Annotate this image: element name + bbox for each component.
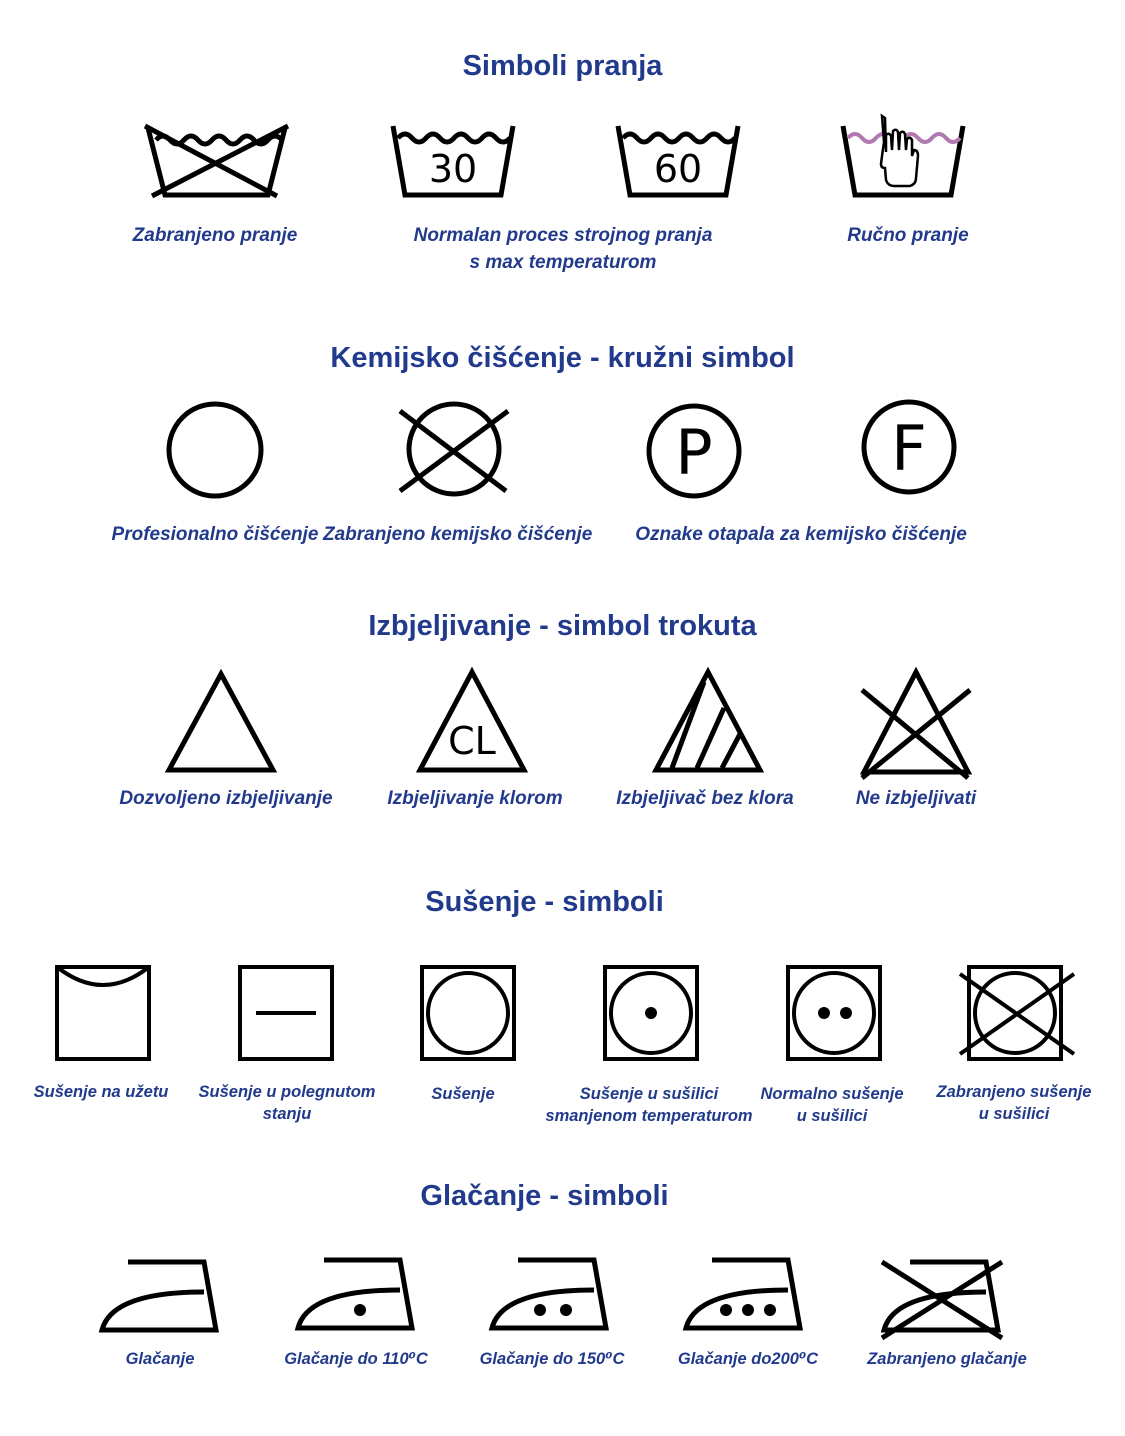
iron-150-icon [490, 1256, 610, 1332]
tumble-dry-label: Sušenje [431, 1085, 495, 1103]
line-dry-label: Sušenje na užetu [33, 1083, 169, 1101]
wash-60-temp: 60 [653, 147, 703, 191]
line-dry-icon [55, 965, 151, 1061]
circle-icon [165, 400, 265, 500]
tumble-dry-low-icon [603, 965, 699, 1061]
no-iron-label: Zabranjeno glačanje [867, 1350, 1027, 1368]
hand-wash-icon [838, 112, 968, 200]
solvent-f-letter: F [891, 412, 927, 485]
bleach-non-chlorine-label: Izbjeljivač bez klora [616, 788, 794, 809]
solvent-p-icon [645, 402, 743, 500]
chlorine-letters: CL [448, 719, 496, 763]
tumble-dry-low-label: Sušenje u sušilici smanjenom temperaturom [545, 1085, 753, 1125]
wash-30-icon [388, 120, 518, 200]
wash-60-icon [613, 120, 743, 200]
no-bleach-label: Ne izbjeljivati [855, 788, 977, 809]
no-wash-label: Zabranjeno pranje [132, 225, 298, 246]
dry-cleaning-heading: Kemijsko čišćenje - kružni simbol [330, 342, 795, 374]
washing-heading: Simboli pranja [462, 50, 663, 82]
iron-label: Glačanje [125, 1350, 195, 1368]
drying-heading: Sušenje - simboli [425, 886, 664, 918]
wash-30-temp: 30 [428, 147, 478, 191]
no-dry-clean-label: Zabranjeno kemijsko čišćenje [323, 524, 593, 545]
no-iron-icon [878, 1258, 1006, 1342]
professional-cleaning-label: Profesionalno čišćenje [111, 524, 319, 545]
bleach-chlorine-icon [416, 668, 528, 774]
iron-110-label: Glačanje do 110⁰C [284, 1350, 428, 1368]
iron-icon [100, 1258, 220, 1334]
bleach-non-chlorine-icon [652, 668, 764, 774]
flat-dry-icon [238, 965, 334, 1061]
bleach-allowed-icon [165, 670, 277, 774]
solvent-label: Oznake otapala za kemijsko čišćenje [635, 524, 967, 545]
ironing-heading: Glačanje - simboli [420, 1180, 669, 1212]
no-tumble-dry-icon [958, 962, 1078, 1062]
bleach-chlorine-label: Izbjeljivanje klorom [387, 788, 563, 809]
iron-200-label: Glačanje do200⁰C [677, 1350, 819, 1368]
solvent-p-letter: P [675, 416, 713, 489]
iron-110-icon [296, 1256, 416, 1332]
tumble-dry-normal-label: Normalno sušenje u sušilici [760, 1085, 904, 1125]
machine-wash-label: Normalan proces strojnog pranja s max temperaturom [413, 225, 713, 273]
iron-200-icon [684, 1256, 804, 1332]
tumble-dry-normal-icon [786, 965, 882, 1061]
hand-wash-label: Ručno pranje [847, 225, 969, 246]
bleaching-heading: Izbjeljivanje - simbol trokuta [368, 610, 757, 642]
no-bleach-icon [858, 668, 974, 782]
flat-dry-label: Sušenje u polegnutom stanju [198, 1083, 376, 1123]
tumble-dry-icon [420, 965, 516, 1061]
bleach-allowed-label: Dozvoljeno izbjeljivanje [119, 788, 333, 809]
solvent-f-icon [860, 398, 958, 496]
iron-150-label: Glačanje do 150⁰C [479, 1350, 625, 1368]
no-tumble-dry-label: Zabranjeno sušenje u sušilici [936, 1083, 1092, 1123]
no-wash-icon [140, 120, 295, 200]
no-dry-clean-icon [398, 405, 510, 493]
